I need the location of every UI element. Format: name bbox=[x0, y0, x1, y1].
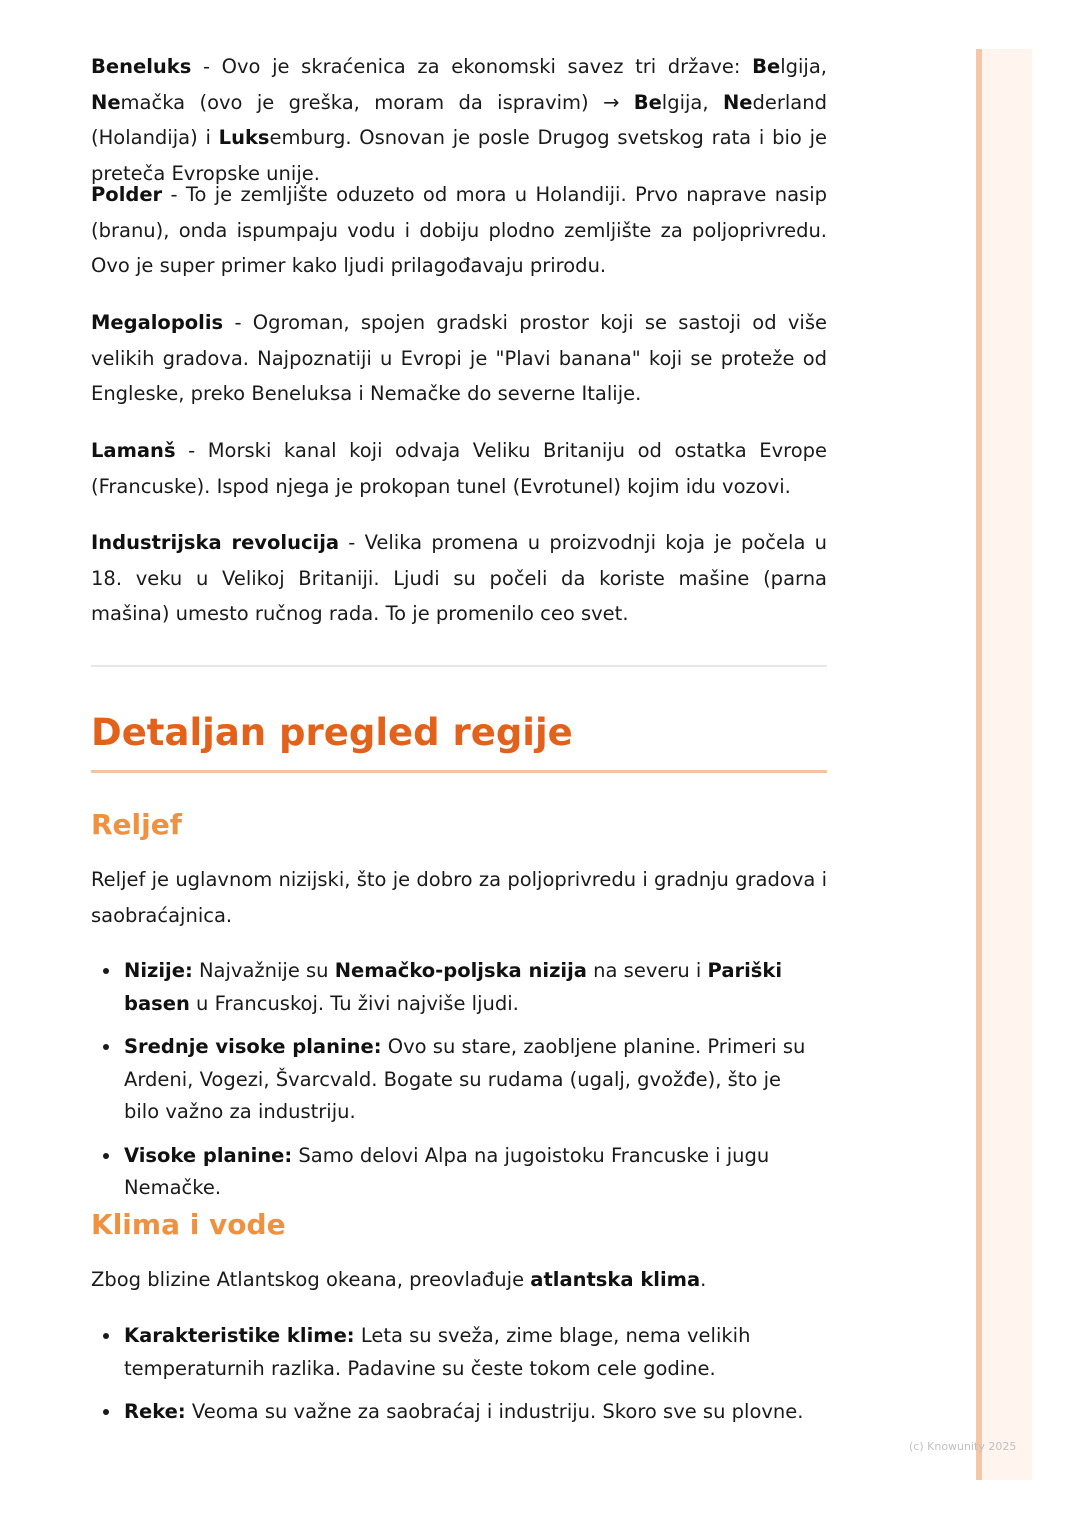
title-underline bbox=[91, 770, 827, 773]
text-run: na severu i bbox=[586, 959, 708, 982]
climate-list bbox=[91, 1320, 811, 1440]
term-label: Industrijska revolucija bbox=[91, 531, 340, 554]
text-run: emburg. Osnovan je posle Drugog svetskog rata i bio je preteča Evropske unije. bbox=[91, 126, 827, 185]
list-item bbox=[91, 1320, 811, 1385]
text-run: lgija, bbox=[780, 55, 827, 78]
text-run: Najvažnije su bbox=[192, 959, 335, 982]
text-run: - Velika promena u proizvodnji koja je počela u 18. veku u Velikoj Britaniji. Ljudi su počeli da koriste mašine (parna mašina) umesto ručnog rada. To je promenilo ceo svet. bbox=[91, 531, 827, 625]
bold-text: Pariški basen bbox=[124, 959, 783, 1015]
bullet-icon bbox=[103, 1333, 109, 1339]
text-run: Samo delovi Alpa na jugoistoku Francuske i jugu Nemačke. bbox=[124, 1143, 770, 1199]
bold-text: Be bbox=[633, 90, 662, 114]
definition-megalopolis bbox=[91, 305, 827, 412]
side-accent-line bbox=[976, 49, 982, 1480]
relief-list bbox=[91, 955, 811, 1216]
text-run: - Ovo je skraćenica za ekonomski savez tri države: bbox=[191, 55, 753, 78]
term-label: Beneluks bbox=[91, 55, 192, 78]
text-run: Zbog blizine Atlantskog okeana, preovlađuje bbox=[91, 1268, 531, 1291]
bold-text: Ne bbox=[91, 90, 121, 114]
bullet-icon bbox=[103, 1044, 109, 1050]
term-label: Polder bbox=[91, 183, 163, 206]
relief-intro: Reljef je uglavnom nizijski, što je dobro za poljoprivredu i gradnju gradova i saobraćajnica. bbox=[91, 868, 827, 927]
text-run: Veoma su važne za saobraćaj i industriju. Skoro sve su plovne. bbox=[185, 1400, 804, 1423]
bold-text: Nemačko-poljska nizija bbox=[334, 959, 587, 982]
text-run: - To je zemljište oduzeto od mora u Holandiji. Prvo naprave nasip (branu), onda ispumpaju vodu i dobiju plodno zemljište za poljoprivredu. Ovo je super primer kako ljudi prilagođavaju prirodu. bbox=[91, 183, 827, 277]
bold-text: Visoke planine: bbox=[124, 1143, 293, 1167]
list-item bbox=[91, 1140, 811, 1205]
text-run: Ovo su stare, zaobljene planine. Primeri su Ardeni, Vogezi, Švarcvald. Bogate su rudama (ugalj, gvožđe), što je bilo važno za industriju. bbox=[124, 1035, 806, 1123]
list-item bbox=[91, 1396, 811, 1429]
bold-text: Srednje visoke planine: bbox=[124, 1035, 382, 1058]
bold-text: Ne bbox=[722, 90, 753, 114]
list-item bbox=[91, 1031, 811, 1129]
bullet-icon bbox=[103, 968, 109, 974]
bold-text: Luks bbox=[218, 126, 270, 149]
heading-reljef: Reljef bbox=[91, 808, 182, 841]
section-title: Detaljan pregled regije bbox=[91, 711, 573, 754]
bold-text: Karakteristike klime: bbox=[124, 1324, 355, 1347]
text-run: . bbox=[700, 1268, 707, 1291]
footer-copyright: (c) Knowunity 2025 bbox=[909, 1440, 1017, 1453]
bullet-icon bbox=[103, 1153, 109, 1159]
text-run: - Morski kanal koji odvaja Veliku Britaniju od ostatka Evrope (Francuske). Ispod njega je prokopan tunel (Evrotunel) kojim idu vozovi. bbox=[91, 439, 827, 498]
definition-beneluks bbox=[91, 49, 827, 191]
bold-text: atlantska klima bbox=[530, 1268, 701, 1291]
bold-text: Nizije: bbox=[124, 959, 193, 982]
text-run: mačka (ovo je greška, moram da ispravim) → bbox=[120, 90, 634, 114]
term-label: Lamanš bbox=[91, 439, 176, 462]
side-panel bbox=[976, 49, 1032, 1480]
bold-text: Reke: bbox=[124, 1400, 186, 1423]
text-run: derland (Holandija) i bbox=[91, 90, 827, 149]
text-run: Leta su sveža, zime blage, nema velikih temperaturnih razlika. Padavine su česte tokom cele godine. bbox=[124, 1324, 751, 1380]
text-run: u Francuskoj. Tu živi najviše ljudi. bbox=[189, 991, 519, 1015]
text-run: - Ogroman, spojen gradski prostor koji se sastoji od više velikih gradova. Najpoznatiji u Evropi je "Plavi banana" koji se proteže od Engleske, preko Beneluksa i Nemačke do severne Italije. bbox=[91, 311, 827, 405]
definition-industrijska-revolucija bbox=[91, 525, 827, 632]
heading-klima-i-vode: Klima i vode bbox=[91, 1208, 286, 1241]
bullet-icon bbox=[103, 1409, 109, 1415]
term-label: Megalopolis bbox=[91, 311, 224, 334]
bold-text: Be bbox=[752, 55, 781, 78]
text-run: lgija, bbox=[661, 90, 723, 114]
list-item bbox=[91, 955, 811, 1020]
climate-intro bbox=[91, 1262, 827, 1298]
definition-lamans bbox=[91, 433, 827, 504]
definition-polder bbox=[91, 177, 827, 284]
section-divider bbox=[91, 665, 827, 667]
